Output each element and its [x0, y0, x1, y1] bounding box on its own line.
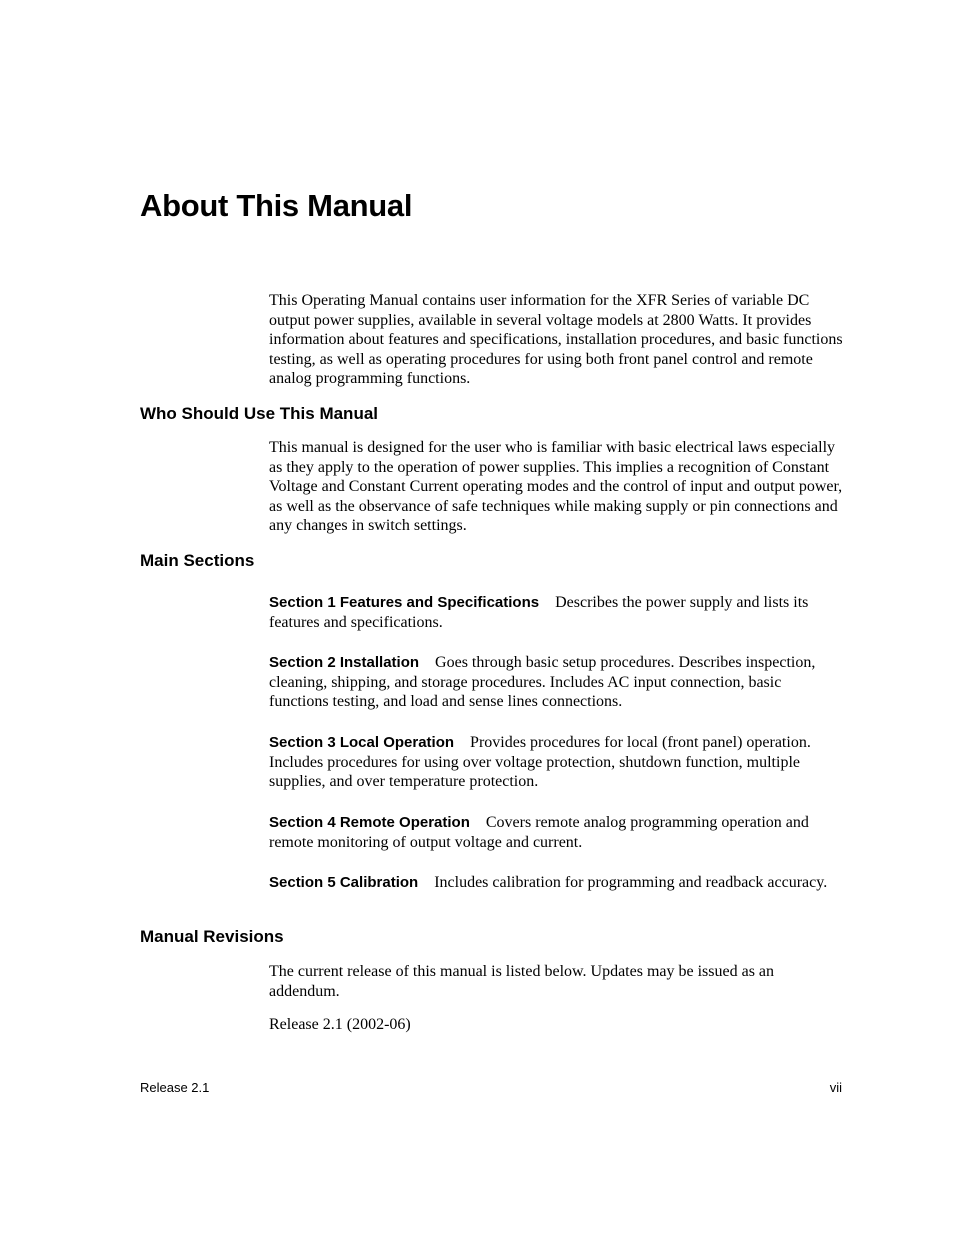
section-entry-2: [269, 653, 844, 712]
section-entry-description: Describes the power supply and lists its features and specifications.: [269, 594, 809, 631]
who-should-use-heading: Who Should Use This Manual: [140, 404, 378, 423]
section-entry-title: Section 4 Remote Operation: [269, 814, 470, 831]
release-line: Release 2.1 (2002-06): [269, 1016, 411, 1033]
page-title: About This Manual: [140, 188, 413, 223]
section-entry-description: Provides procedures for local (front panel) operation. Includes procedures for using over voltage protection, shutdown function, multiple supplies, and over temperature protection.: [269, 734, 811, 791]
section-entry-3: [269, 733, 844, 792]
manual-revisions-heading: Manual Revisions: [140, 927, 284, 946]
section-entry-title: Section 3 Local Operation: [269, 734, 455, 751]
section-entry-5: [269, 873, 844, 893]
section-entry-4: [269, 813, 844, 852]
intro-paragraph: This Operating Manual contains user information for the XFR Series of variable DC output power supplies, available in several voltage models at 2800 Watts. It provides information about features and specifications, installation procedures, and basic functions testing, as well as operating procedures for using both front panel control and remote analog programming functions.: [269, 292, 843, 388]
revisions-paragraph: The current release of this manual is listed below. Updates may be issued as an addendum.: [269, 963, 775, 1000]
section-entry-title: Section 1 Features and Specifications: [269, 594, 540, 611]
section-entry-description: Covers remote analog programming operation and remote monitoring of output voltage and current.: [269, 814, 809, 851]
section-entry-description: Includes calibration for programming and readback accuracy.: [434, 874, 828, 891]
main-sections-heading: Main Sections: [140, 551, 255, 570]
section-entry-1: [269, 593, 844, 632]
section-entry-title: Section 2 Installation: [269, 654, 420, 671]
footer-page-number: vii: [829, 1080, 842, 1095]
section-entry-title: Section 5 Calibration: [269, 874, 419, 891]
section-entry-description: Goes through basic setup procedures. Describes inspection, cleaning, shipping, and storage procedures. Includes AC input connection, basic functions testing, and load and sense lines connections.: [269, 654, 816, 711]
footer-release: Release 2.1: [140, 1080, 210, 1095]
who-should-use-paragraph: This manual is designed for the user who is familiar with basic electrical laws especially as they apply to the operation of power supplies. This implies a recognition of Constant Voltage and Constant Current operating modes and the control of input and output power, as well as the observance of safe techniques while making supply or pin connections and any changes in switch settings.: [269, 439, 843, 535]
